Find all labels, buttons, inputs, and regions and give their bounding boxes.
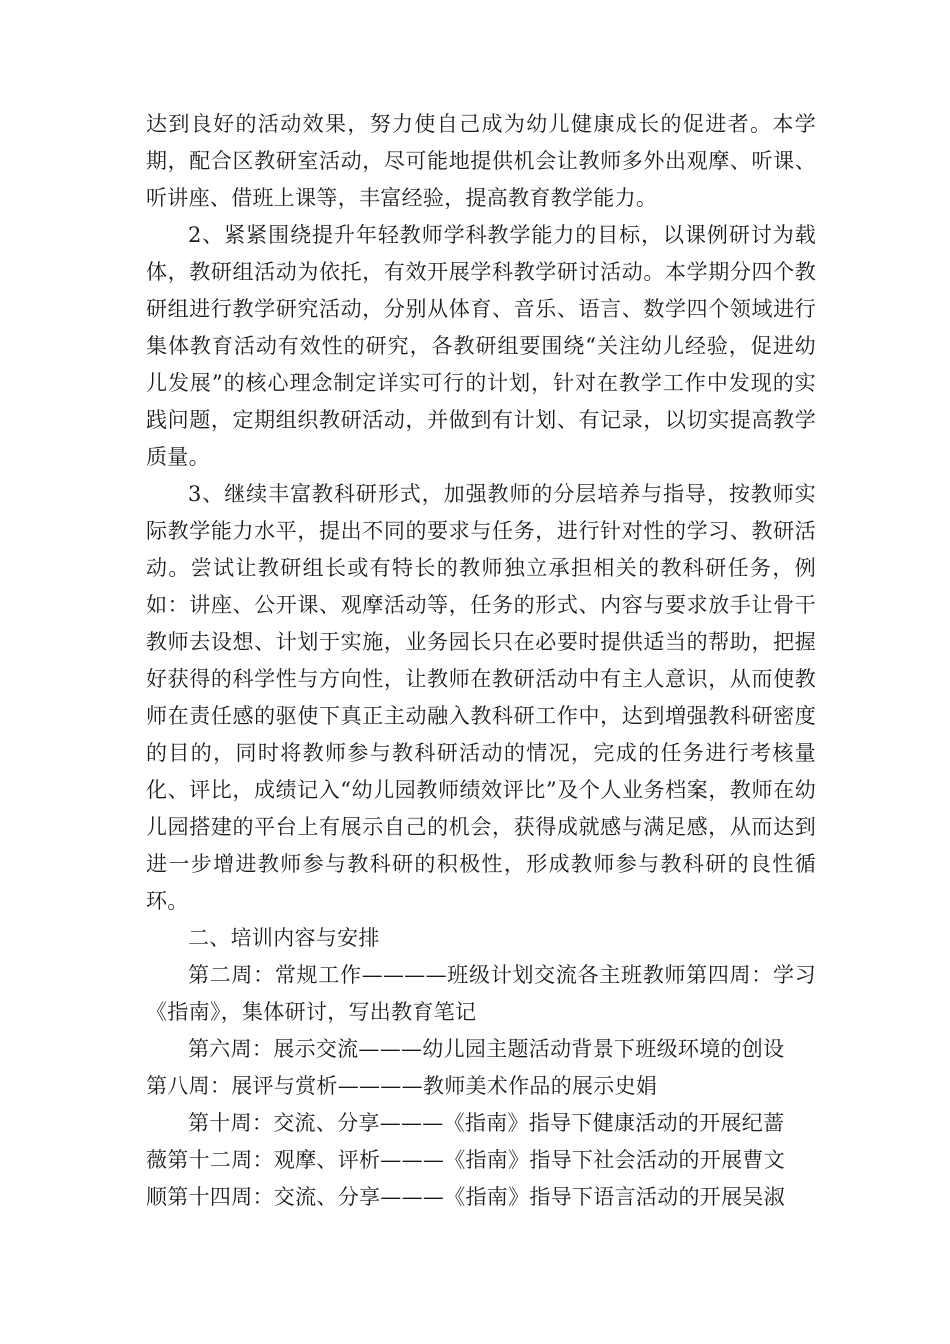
paragraph-intro: 达到良好的活动效果，努力使自己成为幼儿健康成长的促进者。本学期，配合区教研室活动，尽可能地提供机会让教师多外出观摩、听课、听讲座、借班上课等，丰富经验，提高教育教学能力。 <box>146 112 816 210</box>
schedule-line: 第六周：展示交流———幼儿园主题活动背景下班级环境的创设 <box>188 1037 785 1061</box>
section-heading: 二、培训内容与安排 <box>188 926 380 950</box>
schedule-line: 顺第十四周：交流、分享———《指南》指导下语言活动的开展吴淑 <box>146 1185 785 1209</box>
paragraph-item-3: 3、继续丰富教科研形式，加强教师的分层培养与指导，按教师实际教学能力水平，提出不同的要求与任务，进行针对性的学习、教研活动。尝试让教研组长或有特长的教师独立承担相关的教科研任务，例如：讲座、公开课、观摩活动等，任务的形式、内容与要求放手让骨干教师去设想、计划于实施，业务园长只在必要时提供适当的帮助，把握好获得的科学性与方向性，让教师在教研活动中有主人意识，从而使教师在责任感的驱使下真正主动融入教科研工作中，达到増强教科研密度的目的，同时将教师参与教科研活动的情况，完成的任务进行考核量化、评比，成绩记入“幼儿园教师绩效评比”及个人业务档案，教师在幼儿园搭建的平台上有展示自己的机会，获得成就感与满足感，从而达到进一步增进教师参与教科研的积极性，形成教师参与教科研的良性循环。 <box>146 482 816 913</box>
schedule-line: 第十周：交流、分享———《指南》指导下健康活动的开展纪蔷 <box>188 1111 785 1135</box>
paragraph-item-2: 2、紧紧围绕提升年轻教师学科教学能力的目标，以课例研讨为载体，教研组活动为依托，有效开展学科教学研讨活动。本学期分四个教研组进行教学研究活动，分别从体育、音乐、语言、数学四个领域进行集体教育活动有效性的研究，各教研组要围绕“关注幼儿经验，促进幼儿发展”的核心理念制定详实可行的计划，针对在教学工作中发现的实践问题，定期组织教研活动，并做到有计划、有记录，以切实提高教学质量。 <box>146 223 816 469</box>
schedule-line: 薇第十二周：观摩、评析———《指南》指导下社会活动的开展曹文 <box>146 1148 785 1172</box>
schedule-block-3 <box>146 1105 816 1216</box>
schedule-block-2 <box>146 1031 816 1105</box>
schedule-line: 第八周：展评与赏析————教师美术作品的展示史娟 <box>146 1074 658 1098</box>
document-page <box>146 106 816 1216</box>
schedule-block-1: 第二周：常规工作————班级计划交流各主班教师第四周：学习《指南》，集体研讨，写出教育笔记 <box>146 963 816 1024</box>
